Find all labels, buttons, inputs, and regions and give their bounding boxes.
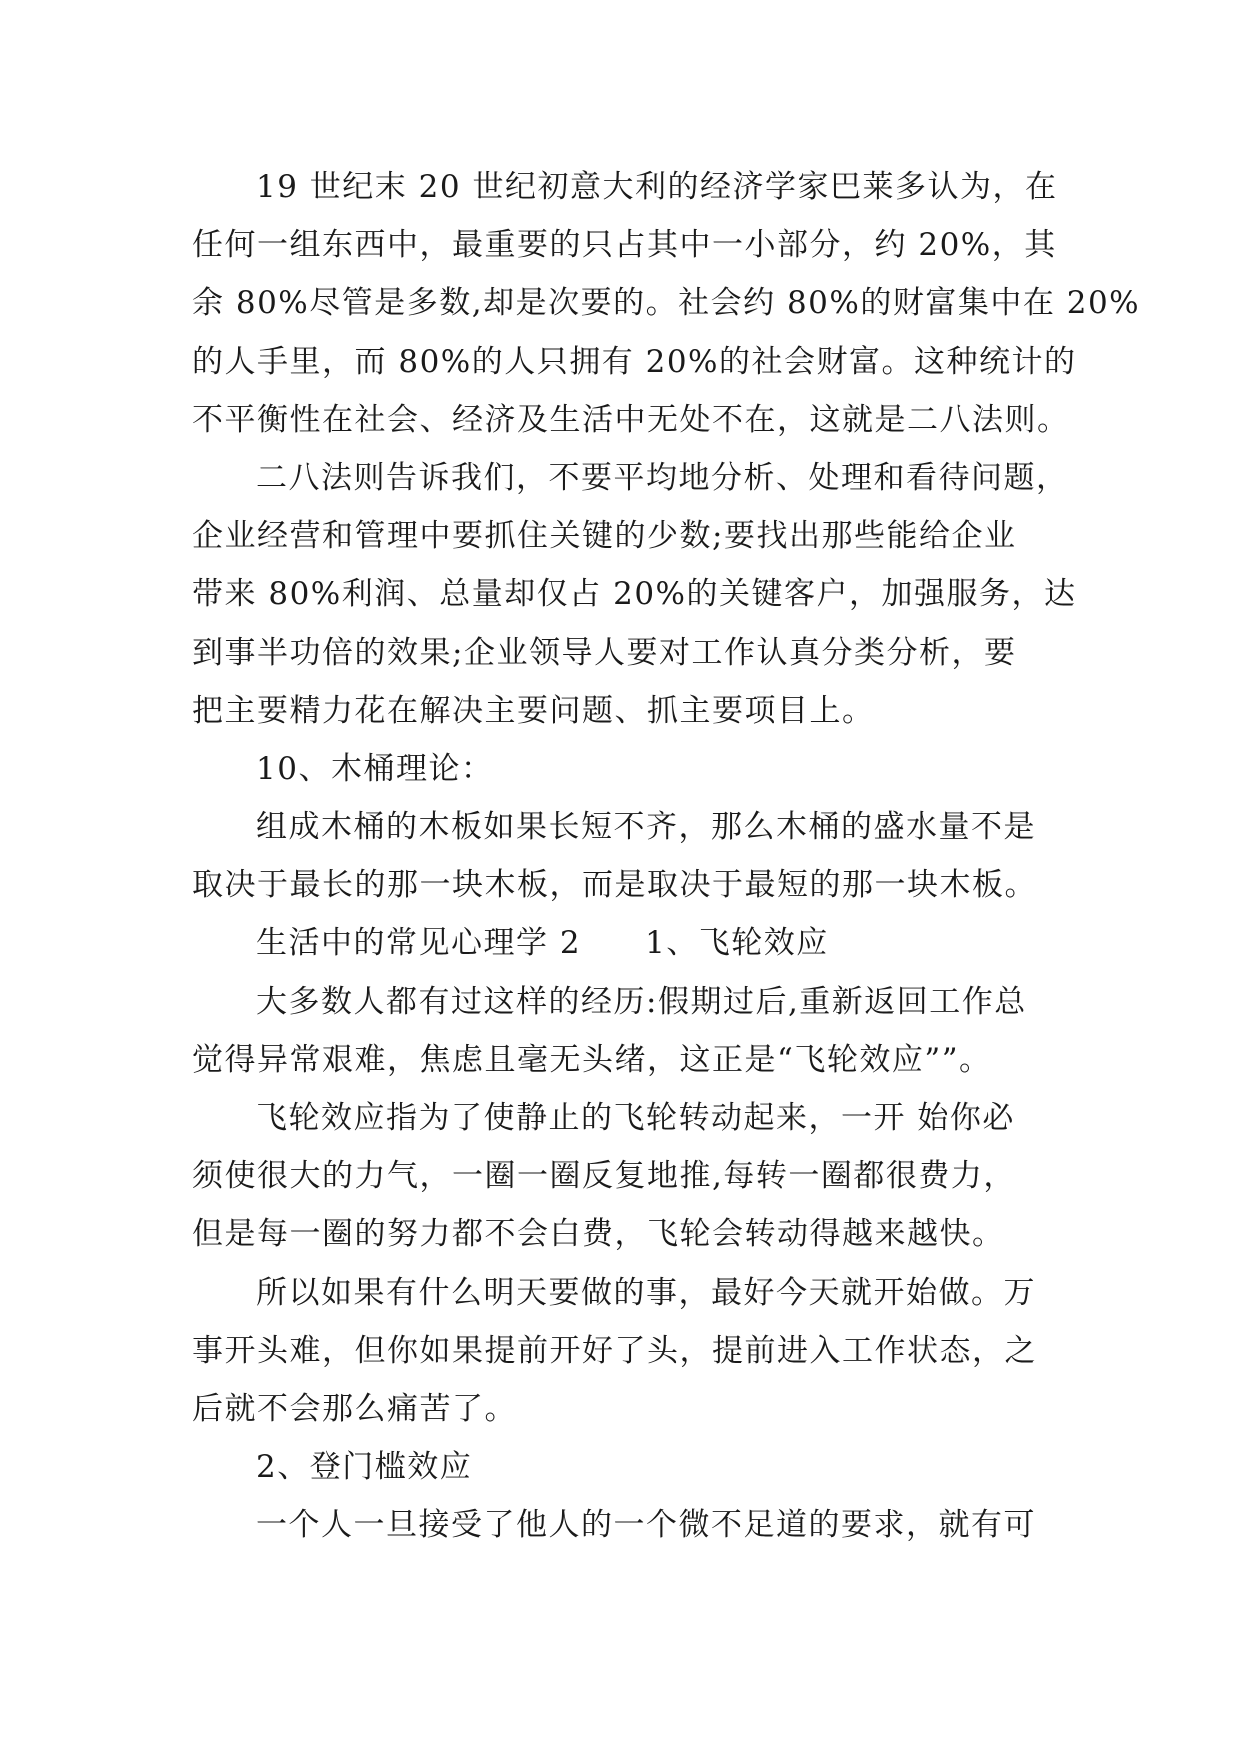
text-line: 二八法则告诉我们，不要平均地分析、处理和看待问题， [256,459,1069,496]
doc-title: 生活中的常见心理学 2 [256,925,582,962]
section-heading: 1、飞轮效应 [645,925,829,962]
text-line: 不平衡性在社会、经济及生活中无处不在，这就是二八法则。 [192,401,1070,438]
text-line: 到事半功倍的效果;企业领导人要对工作认真分类分析，要 [192,634,1017,671]
text-line: 的人手里，而 80%的人只拥有 20%的社会财富。这种统计的 [192,343,1077,380]
section-heading-line [192,914,1062,972]
section-heading: 2、登门槛效应 [256,1449,473,1486]
text-line: 须使很大的力气，一圈一圈反复地推,每转一圈都很费力， [192,1158,1016,1195]
body-text [192,158,1141,1555]
text-line: 后就不会那么痛苦了。 [192,1390,517,1427]
text-line: 余 80%尽管是多数,却是次要的。社会约 80%的财富集中在 20% [192,285,1141,322]
text-line: 带来 80%利润、总量却仅占 20%的关键客户，加强服务，达 [192,576,1077,613]
text-line: 觉得异常艰难，焦虑且毫无头绪，这正是“飞轮效应””。 [192,1041,992,1078]
text-line: 企业经营和管理中要抓住关键的少数;要找出那些能给企业 [192,518,1017,555]
text-line: 飞轮效应指为了使静止的飞轮转动起来，一开 始你必 [256,1100,1015,1136]
text-line: 但是每一圈的努力都不会白费，飞轮会转动得越来越快。 [192,1216,1005,1253]
text-line: 取决于最长的那一块木板，而是取决于最短的那一块木板。 [192,867,1037,904]
text-line: 事开头难，但你如果提前开好了头，提前进入工作状态，之 [192,1332,1037,1369]
text-line: 把主要精力花在解决主要问题、抓主要项目上。 [192,692,875,729]
text-line: 组成木桶的木板如果长短不齐，那么木桶的盛水量不是 [256,809,1036,846]
text-line: 19 世纪末 20 世纪初意大利的经济学家巴莱多认为，在 [256,169,1058,205]
section-heading: 10、木桶理论： [256,750,494,787]
text-line: 任何一组东西中，最重要的只占其中一小部分，约 20%，其 [192,227,1057,264]
text-line: 一个人一旦接受了他人的一个微不足道的要求，就有可 [256,1507,1036,1544]
text-line: 大多数人都有过这样的经历:假期过后,重新返回工作总 [256,983,1027,1020]
text-line: 所以如果有什么明天要做的事，最好今天就开始做。万 [256,1274,1036,1311]
